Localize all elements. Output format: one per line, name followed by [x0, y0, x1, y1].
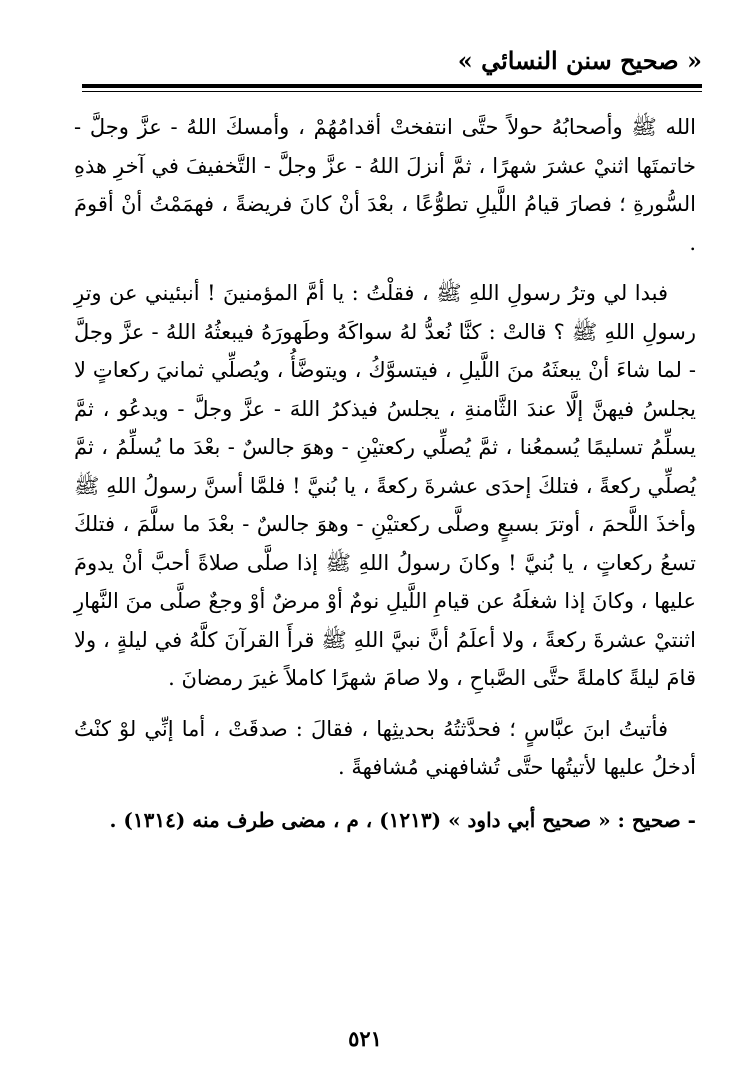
running-title: « صحيح سنن النسائي » [457, 46, 702, 75]
paragraph: فبدا لي وترُ رسولِ اللهِ ﷺ ، فقلْتُ : يا أمَّ المؤمنينَ ! أنبئيني عن وترِ رسولِ اللهِ ﷺ ؟ قالتْ : كنَّا نُعدُّ لهُ سواكَهُ وطَهورَهُ فيبعثُهُ اللهُ - عزَّ وجلَّ - لما شاءَ أنْ يبعثَهُ منَ اللَّيلِ ، فيتسوَّكُ ، ويتوضَّأُ ، ويُصلِّي ثمانيَ ركعاتٍ لا يجلسُ فيهنَّ إلَّا عندَ الثَّامنةِ ، يجلسُ فيذكرُ اللهَ - عزَّ وجلَّ - ويدعُو ، ثمَّ يسلِّمُ تسليمًا يُسمعُنا ، ثمَّ يُصلِّي ركعتيْنِ - وهوَ جالسٌ - بعْدَ ما يُسلِّمُ ، ثمَّ يُصلِّي ركعةً ، فتلكَ إحدَى عشرةَ ركعةً ، يا بُنيَّ ! فلمَّا أسنَّ رسولُ اللهِ ﷺ وأخذَ اللَّحمَ ، أوترَ بسبعٍ وصلَّى ركعتيْنِ - وهوَ جالسٌ - بعْدَ ما سلَّمَ ، فتلكَ تسعُ ركعاتٍ ، يا بُنيَّ ! وكانَ رسولُ اللهِ ﷺ إذا صلَّى صلاةً أحبَّ أنْ يدومَ عليها ، وكانَ إذا شغلَهُ عن قيامِ اللَّيلِ نومٌ أوْ مرضٌ أوْ وجعٌ صلَّى منَ النَّهارِ اثنتيْ عشرةَ ركعةً ، ولا أعلَمُ أنَّ نبيَّ اللهِ ﷺ قرأَ القرآنَ كلَّهُ في ليلةٍ ، ولا قامَ ليلةً كاملةً حتَّى الصَّباحِ ، ولا صامَ شهرًا كاملاً غيرَ رمضانَ . [74, 281, 696, 690]
paragraph: الله ﷺ وأصحابُهُ حولاً حتَّى انتفختْ أقدامُهُمْ ، وأمسكَ اللهُ - عزَّ وجلَّ - خاتمتَها اثنيْ عشرَ شهرًا ، ثمَّ أنزلَ اللهُ - عزَّ وجلَّ - التَّخفيفَ في آخرِ هذهِ السُّورةِ ؛ فصارَ قيامُ اللَّيلِ تطوُّعًا ، بعْدَ أنْ كانَ فريضةً ، فهمَمْتُ أنْ أقومَ . [74, 115, 696, 255]
header-rule-thin [82, 91, 702, 92]
page-number: ٥٢١ [348, 1026, 382, 1051]
page-header [82, 40, 702, 90]
hadith-text [74, 108, 696, 839]
paragraph: فأتيتُ ابنَ عبَّاسٍ ؛ فحدَّثتُهُ بحديثِها ، فقالَ : صدقَتْ ، أما إنِّي لوْ كنْتُ أدخلُ عليها لأتيتُها حتَّى تُشافهني مُشافهةً . [74, 716, 696, 779]
grading-note: - صحيح : « صحيح أبي داود » (١٢١٣) ، م ، مضى طرف منه (١٣١٤) . [109, 807, 696, 832]
header-rule [82, 84, 702, 88]
